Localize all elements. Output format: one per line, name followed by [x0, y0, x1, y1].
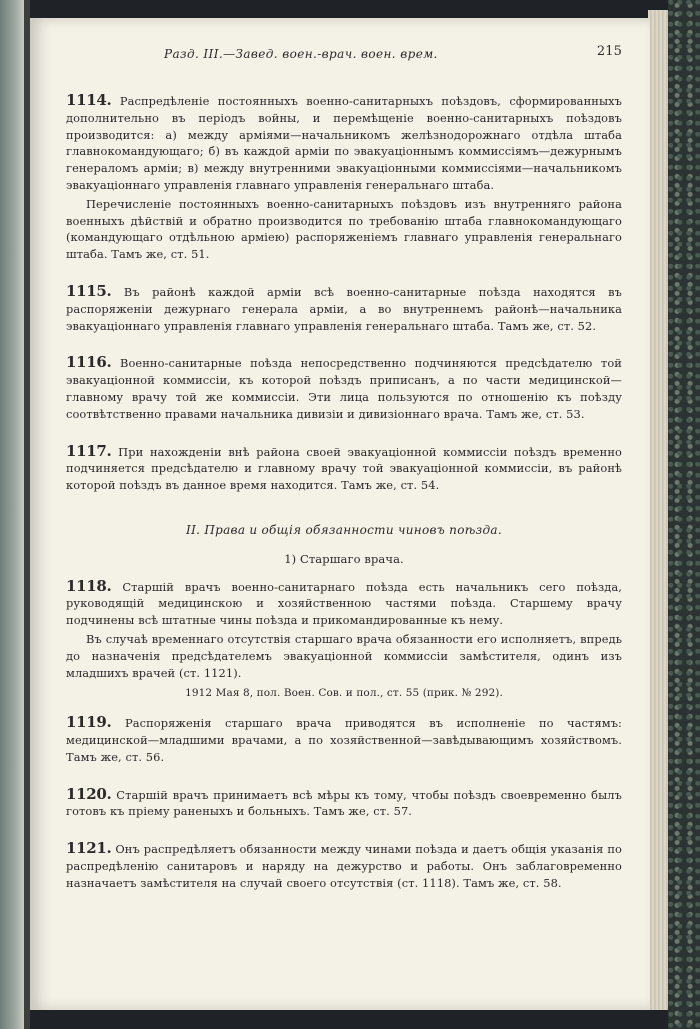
article-number: 1116.	[66, 353, 112, 372]
article-text: Распоряженія старшаго врача приводятся въ исполненіе по частямъ: медицинской—младшими врачами, а по хозяйственной—завѣдывающимъ хозяйствомъ. Тамъ же, ст. 56.	[66, 716, 622, 764]
article-1118	[66, 578, 622, 629]
article-number: 1115.	[66, 281, 112, 300]
article-text: Распредѣленіе постоянныхъ военно-санитарныхъ поѣздовъ, сформированныхъ дополнительно въ періодъ войны, и перемѣщеніе военно-санитарныхъ поѣздовъ производится: а) между арміями—начальникомъ желѣзнодорожнаго отдѣла штаба главнокомандующаго; б) въ каждой арміи по эвакуаціоннымъ коммиссіямъ—дежурнымъ генераломъ арміи; в) между внутренними эвакуаціонными коммиссіями—начальникомъ эвакуаціоннаго управленія главнаго управленія генеральнаго штаба.	[66, 94, 622, 192]
article-number: 1120.	[66, 784, 112, 803]
section-title: II. Права и общія обязанности чиновъ поѣзда.	[186, 522, 502, 537]
article-number: 1121.	[66, 839, 112, 858]
book-cover-edge	[668, 0, 700, 1029]
article-1118-continued	[66, 631, 622, 681]
article-1116	[66, 354, 622, 422]
article-text: Онъ распредѣляетъ обязанности между чинами поѣзда и даетъ общія указанія по распредѣленію санитаровъ и наряду на дежурство и работы. Онъ заблаговременно назначаетъ замѣстителя на случай своего отсутствія (ст. 1118). Тамъ же, ст. 58.	[66, 842, 622, 890]
running-head	[66, 46, 622, 70]
article-text: При нахожденіи внѣ района своей эвакуаціонной коммиссіи поѣздъ временно подчиняется предсѣдателю и главному врачу той эвакуаціонной коммиссіи, въ районѣ которой поѣздъ въ данное время находится. Тамъ же, ст. 54.	[66, 444, 622, 493]
subsection-title: 1) Старшаго врача.	[284, 551, 404, 566]
page-stack-edges	[648, 10, 668, 1010]
article-text: Перечисленіе постоянныхъ военно-санитарныхъ поѣздовъ изъ внутренняго района военныхъ дѣйствій и обратно производится по требованію штаба главнокомандующаго (командующаго отдѣльною арміею) распоряженіемъ главнаго управленія генеральнаго штаба. Тамъ же, ст. 51.	[66, 196, 622, 262]
page-content	[66, 46, 622, 901]
article-text: Старшій врачъ принимаетъ всѣ мѣры къ тому, чтобы поѣздъ своевременно былъ готовъ къ пріему раненыхъ и больныхъ. Тамъ же, ст. 57.	[66, 787, 622, 819]
article-number: 1119.	[66, 713, 112, 732]
article-1114	[66, 92, 622, 194]
facing-page-edge	[0, 0, 24, 1029]
article-number: 1117.	[66, 441, 112, 460]
article-number: 1118.	[66, 576, 112, 595]
book-page	[30, 18, 650, 1010]
article-text: Старшій врачъ военно-санитарнаго поѣзда есть начальникъ сего поѣзда, руководящій медицинскою и хозяйственною частями поѣзда. Старшему врачу подчинены всѣ штатные чины поѣзда и прикомандированные къ нему.	[66, 579, 622, 628]
article-text: Военно-санитарные поѣзда непосредственно подчиняются предсѣдателю той эвакуаціонной коммиссіи, къ которой поѣздъ приписанъ, а по части медицинской—главному врачу той же коммиссіи. Эти лица пользуются по отношенію къ поѣзду соотвѣтственно правами начальника дивизіи и дивизіоннаго врача. Тамъ же, ст. 53.	[66, 356, 622, 421]
page-number: 215	[596, 44, 622, 59]
article-text: Въ случаѣ временнаго отсутствія старшаго врача обязанности его исполняетъ, впредь до назначенія предсѣдателемъ эвакуаціонной коммиссіи замѣстителя, одинъ изъ младшихъ врачей (ст. 1121).	[66, 631, 622, 680]
running-title: Разд. III.—Завед. воен.-врач. воен. врем.	[164, 47, 438, 61]
article-1121	[66, 840, 622, 891]
article-1119	[66, 714, 622, 765]
article-1120	[66, 786, 622, 821]
article-number: 1114.	[66, 91, 112, 109]
legal-citation: 1912 Мая 8, пол. Воен. Сов. и пол., ст. 55 (прик. № 292).	[185, 687, 503, 700]
article-1115	[66, 283, 622, 334]
article-1117	[66, 443, 622, 494]
article-1114-continued	[66, 196, 622, 263]
article-text: Въ районѣ каждой арміи всѣ военно-санитарные поѣзда находятся въ распоряженіи дежурнаго генерала арміи, а во внутреннемъ районѣ—начальника эвакуаціоннаго управленія главнаго управленія генеральнаго штаба. Тамъ же, ст. 52.	[66, 284, 622, 333]
